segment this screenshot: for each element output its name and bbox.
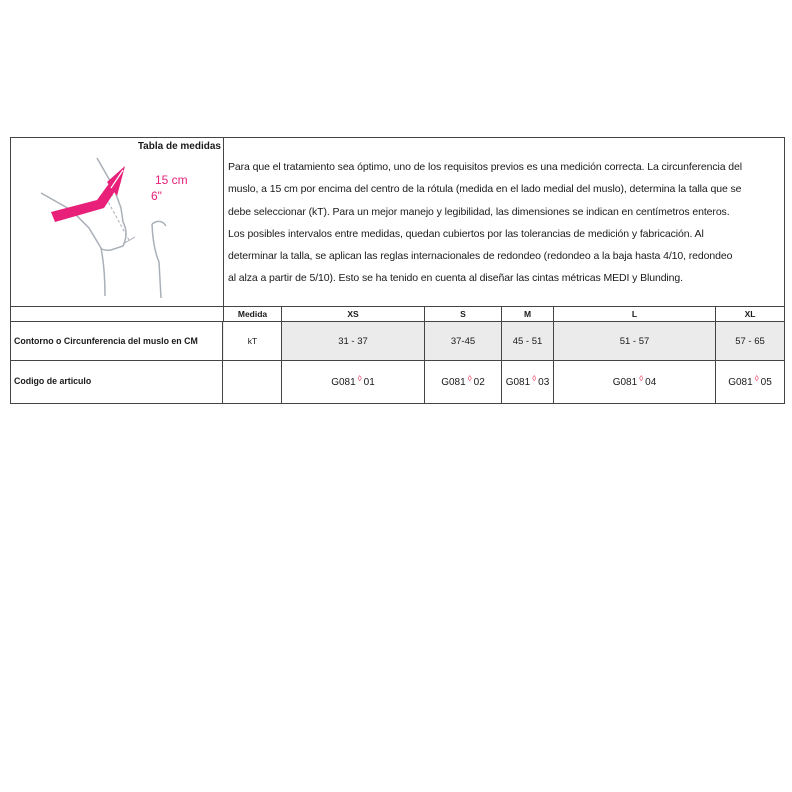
code-suffix: 04: [645, 376, 657, 388]
header-size-l: L: [554, 306, 716, 321]
measure-in-label: 6": [151, 189, 162, 203]
header-medida: Medida: [224, 306, 282, 321]
article-code: [612, 374, 657, 388]
code-prefix: G081: [331, 376, 356, 388]
value-m: 45 - 51: [502, 322, 554, 360]
article-code: [505, 374, 550, 388]
header-blank-cell: [11, 306, 224, 321]
measure-cm-label: 15 cm: [155, 173, 188, 187]
size-chart-table: [10, 137, 785, 404]
value-s: 37-45: [425, 322, 502, 360]
illustration-cell: [11, 138, 224, 306]
code-blank-cell: [224, 361, 282, 403]
code-prefix: G081: [728, 376, 753, 388]
article-code: [441, 374, 485, 388]
diamond-icon: ◊: [357, 374, 362, 383]
header-size-m: M: [502, 306, 554, 321]
description-line: determinar la talla, se aplican las reglas internacionales de redondeo (redondeo a la baja hasta 4/10, redondeo: [228, 250, 733, 263]
code-cell-xs: [282, 361, 425, 403]
description-line: Los posibles intervalos entre medidas, quedan cubiertos por las tolerancias de medición y fabricación. Al: [228, 227, 704, 240]
code-suffix: 01: [363, 376, 375, 388]
code-cell-m: [502, 361, 554, 403]
table-header-row: [11, 306, 784, 322]
code-prefix: G081: [505, 376, 531, 388]
code-cell-xl: [716, 361, 784, 403]
table-title: Tabla de medidas: [137, 141, 221, 152]
table-top-section: [11, 138, 784, 307]
description-line: Para que el tratamiento sea óptimo, uno de los requisitos previos es una medición correcta. La circunferencia del: [228, 161, 742, 173]
diamond-icon: ◊: [639, 374, 644, 383]
description-line: al alza a partir de 5/10). Esto se ha tenido en cuenta al diseñar las cintas métricas MEDI y Blunding.: [228, 272, 683, 285]
code-prefix: G081: [441, 376, 466, 388]
row-label-article-code: Codigo de articulo: [11, 361, 223, 403]
thigh-measure-illustration: [11, 138, 223, 306]
diamond-icon: ◊: [532, 374, 537, 383]
header-size-xl: XL: [744, 308, 756, 319]
code-suffix: 05: [760, 376, 772, 388]
description-text: [228, 156, 780, 290]
diamond-icon: ◊: [754, 374, 759, 383]
code-suffix: 03: [538, 376, 550, 388]
diamond-icon: ◊: [467, 374, 472, 383]
header-size-xs: XS: [282, 306, 425, 321]
value-xs: 31 - 37: [282, 322, 425, 360]
row-unit-kt: kT: [224, 322, 282, 360]
article-code: [728, 374, 772, 388]
code-prefix: G081: [612, 376, 638, 388]
header-size-s: S: [425, 306, 502, 321]
value-l: 51 - 57: [554, 322, 716, 360]
description-line: muslo, a 15 cm por encima del centro de la rótula (medida en el lado medial del muslo), determina la talla que se: [228, 183, 742, 196]
code-suffix: 02: [473, 376, 485, 388]
value-xl: 57 - 65: [735, 335, 765, 347]
description-line: debe seleccionar (kT). Para un mejor manejo y legibilidad, las dimensiones se indican en centímetros enteros.: [228, 205, 730, 218]
table-row-circumference: [11, 322, 784, 361]
row-label-circumference: Contorno o Circunferencia del muslo en CM: [11, 322, 223, 360]
table-row-article-code: [11, 361, 784, 403]
code-cell-l: [554, 361, 716, 403]
code-cell-s: [425, 361, 502, 403]
article-code: [331, 374, 375, 388]
